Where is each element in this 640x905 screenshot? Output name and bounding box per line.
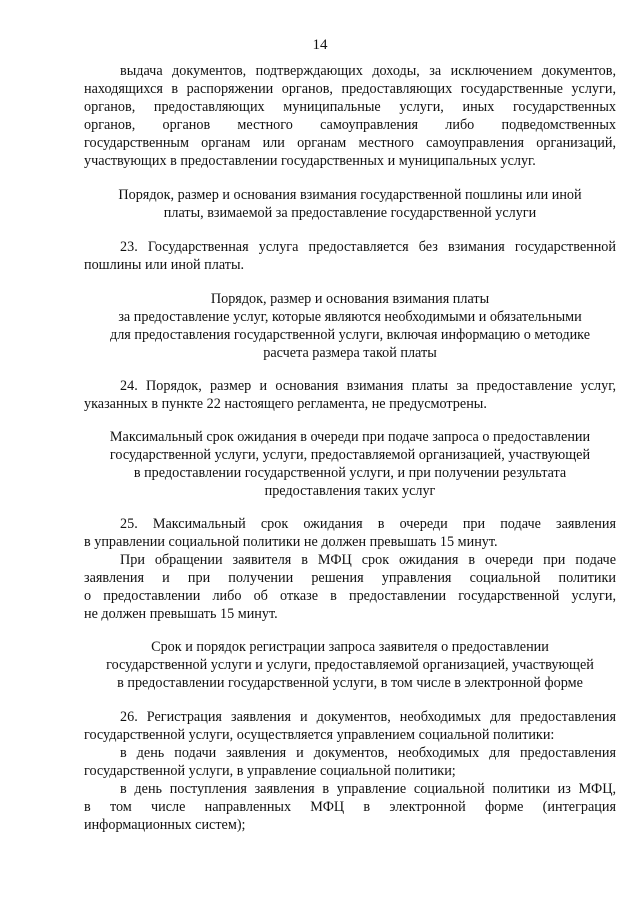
text-line: заявления и при получении решения управления социальной политики [84, 570, 616, 586]
text-line: При обращении заявителя в МФЦ срок ожидания в очереди при подаче [120, 552, 616, 568]
text-line: органов, органов местного самоуправления либо подведомственных [84, 117, 616, 133]
text-line: находящихся в распоряжении органов, предоставляющих государственные услуги, [84, 81, 616, 97]
text-line: участвующих в предоставлении государственных и муниципальных услуг. [84, 153, 536, 169]
text-line: выдача документов, подтверждающих доходы, за исключением документов, [120, 63, 616, 79]
text-line: в день подачи заявления и документов, необходимых для предоставления [120, 745, 616, 761]
section-heading-line: расчета размера такой платы [263, 345, 437, 361]
text-line: информационных систем); [84, 817, 246, 833]
section-heading-line: в предоставлении государственной услуги, и при получении результата [133, 465, 567, 481]
text-line: в день поступления заявления в управление социальной политики из МФЦ, [120, 781, 616, 797]
section-heading-line: государственной услуги, услуги, предоставляемой организацией, участвующей [109, 447, 591, 463]
text-line: 26. Регистрация заявления и документов, необходимых для предоставления [120, 709, 616, 725]
section-heading-line: Срок и порядок регистрации запроса заявителя о предоставлении [151, 639, 549, 655]
text-line: 24. Порядок, размер и основания взимания платы за предоставление услуг, [120, 378, 616, 394]
text-line: 25. Максимальный срок ожидания в очереди при подаче заявления [120, 516, 616, 532]
section-heading-line: для предоставления государственной услуги, включая информацию о методике [109, 327, 591, 343]
text-line: органов, предоставляющих муниципальные услуги, иных государственных [84, 99, 616, 115]
text-line: о предоставлении либо об отказе в предоставлении государственной услуги, [84, 588, 616, 604]
section-heading-line: Максимальный срок ожидания в очереди при подаче запроса о предоставлении [109, 429, 591, 445]
section-heading-line: за предоставление услуг, которые являются необходимыми и обязательными [118, 309, 582, 325]
text-line: в управлении социальной политики не должен превышать 15 минут. [84, 534, 498, 550]
section-heading-line: Порядок, размер и основания взимания платы [210, 291, 490, 307]
text-line: не должен превышать 15 минут. [84, 606, 278, 622]
text-line: государственной услуги, в управление социальной политики; [84, 763, 456, 779]
section-heading-line: Порядок, размер и основания взимания государственной пошлины или иной [118, 187, 582, 203]
section-heading-line: предоставления таких услуг [264, 483, 436, 499]
page-number: 14 [312, 37, 328, 53]
section-heading-line: государственной услуги и услуги, предоставляемой организацией, участвующей [106, 657, 594, 673]
text-line: государственной услуги, осуществляется управлением социальной политики: [84, 727, 555, 743]
text-line: в том числе направленных МФЦ в электронной форме (интеграция [84, 799, 616, 815]
text-line: 23. Государственная услуга предоставляется без взимания государственной [120, 239, 616, 255]
text-line: пошлины или иной платы. [84, 257, 245, 273]
text-line: государственным органам или органам местного самоуправления организаций, [84, 135, 616, 151]
text-line: указанных в пункте 22 настоящего регламента, не предусмотрены. [84, 396, 487, 412]
section-heading-line: в предоставлении государственной услуги, в том числе в электронной форме [117, 675, 583, 691]
section-heading-line: платы, взимаемой за предоставление государственной услуги [163, 205, 537, 221]
